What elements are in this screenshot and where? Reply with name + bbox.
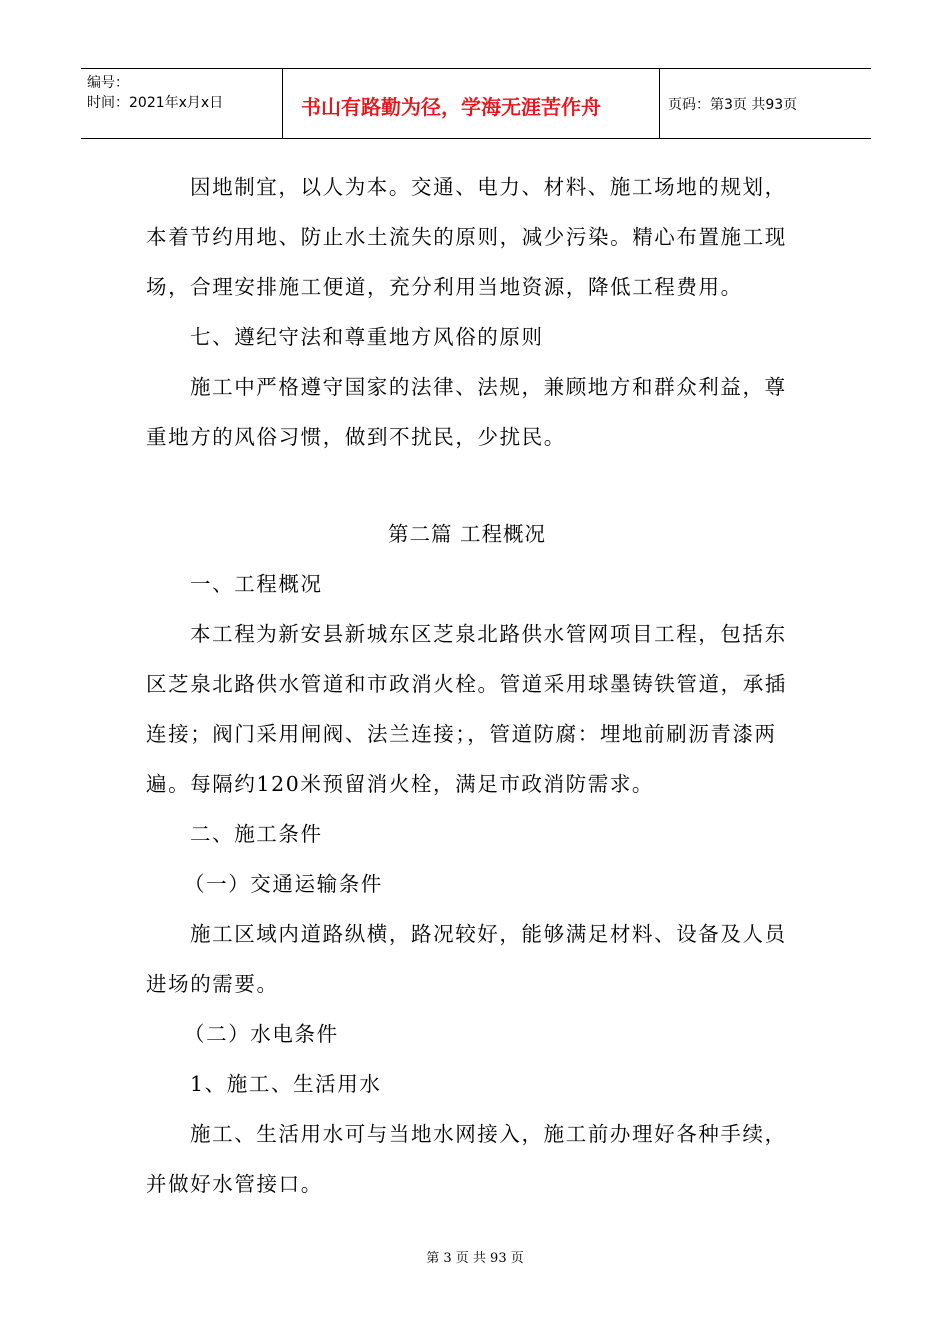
subsection-heading: （一）交通运输条件	[184, 872, 383, 896]
subsection-heading: （二）水电条件	[184, 1022, 339, 1046]
time-label: 时间：2021年x月x日	[87, 95, 224, 111]
section-heading: 七、遵纪守法和尊重地方风俗的原则	[190, 325, 544, 349]
paragraph-line: 进场的需要。	[146, 972, 279, 996]
section-heading: 一、工程概况	[190, 572, 323, 596]
paragraph-line: 并做好水管接口。	[146, 1172, 323, 1196]
serial-number-label: 编号：	[87, 75, 129, 91]
paragraph-line: 连接；阀门采用闸阀、法兰连接；，管道防腐：埋地前刷沥青漆两	[146, 722, 777, 746]
page-footer: 第 3 页 共 93 页	[426, 1251, 524, 1266]
header-meta-cell	[81, 69, 283, 138]
paragraph-line: 本工程为新安县新城东区芝泉北路供水管网项目工程，包括东	[190, 622, 787, 646]
paragraph-line: 场，合理安排施工便道，充分利用当地资源，降低工程费用。	[146, 275, 743, 299]
paragraph-line: 遍。每隔约120米预留消火栓，满足市政消防需求。	[146, 772, 655, 796]
page-header	[81, 68, 871, 139]
section-heading: 二、施工条件	[190, 822, 323, 846]
paragraph-line: 本着节约用地、防止水土流失的原则，减少污染。精心布置施工现	[146, 225, 787, 249]
paragraph-line: 重地方的风俗习惯，做到不扰民，少扰民。	[146, 425, 566, 449]
page-info: 页码：第3页 共93页	[668, 97, 798, 113]
paragraph-line: 因地制宜，以人为本。交通、电力、材料、施工场地的规划，	[190, 175, 787, 199]
paragraph-line: 施工区域内道路纵横，路况较好，能够满足材料、设备及人员	[190, 922, 787, 946]
item-heading: 1、施工、生活用水	[190, 1072, 382, 1096]
header-page-cell	[660, 69, 871, 138]
chapter-title: 第二篇 工程概况	[388, 522, 547, 546]
motto-text: 书山有路勤为径，学海无涯苦作舟	[301, 95, 601, 119]
paragraph-line: 区芝泉北路供水管道和市政消火栓。管道采用球墨铸铁管道，承插	[146, 672, 787, 696]
paragraph-line: 施工中严格遵守国家的法律、法规，兼顾地方和群众利益，尊	[190, 375, 787, 399]
header-motto-cell	[283, 69, 660, 138]
paragraph-line: 施工、生活用水可与当地水网接入，施工前办理好各种手续，	[190, 1122, 787, 1146]
